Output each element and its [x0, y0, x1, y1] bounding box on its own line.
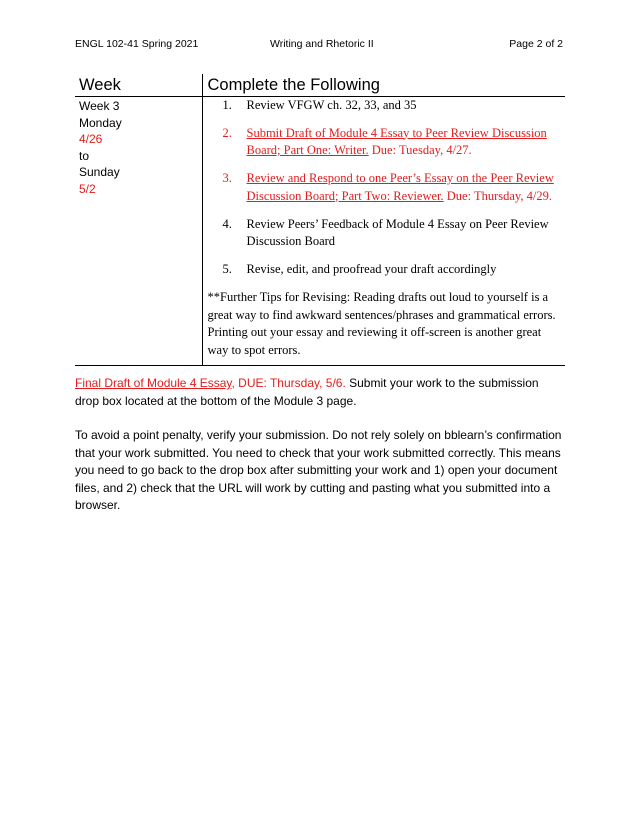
- revising-tips: **Further Tips for Revising: Reading drafts out loud to yourself is a great way to find awkward sentences/phrases and grammatical errors. Printing out your essay and reviewing it off-screen is another great way to spot errors.: [207, 290, 556, 357]
- week-to: to: [79, 148, 90, 163]
- task-number: 1.: [222, 98, 232, 112]
- task-text: Review Peers’ Feedback of Module 4 Essay on Peer Review Discussion Board: [246, 216, 549, 248]
- task-item: [208, 261, 560, 279]
- final-draft-due: , DUE: Thursday, 5/6.: [231, 376, 346, 390]
- task-item: [208, 97, 560, 115]
- week-start-day: Monday: [79, 115, 122, 130]
- schedule-header-row: [75, 74, 565, 97]
- week-column-header: Week: [75, 74, 202, 97]
- week-start-date: 4/26: [79, 132, 103, 146]
- tasks-column-header: Complete the Following: [202, 74, 565, 97]
- final-draft-paragraph: [75, 375, 565, 410]
- final-draft-instructions: Submit your work to the submission drop box located at the bottom of the Module 3 page.: [75, 376, 539, 408]
- task-item: [208, 216, 560, 251]
- week-end-date: 5/2: [79, 181, 96, 196]
- schedule-row: [75, 97, 565, 366]
- task-number: 4.: [222, 216, 232, 231]
- task-due: Due: Tuesday, 4/27.: [368, 143, 472, 157]
- week-end-day: Sunday: [79, 165, 120, 179]
- week-cell: [75, 97, 202, 366]
- tasks-cell: [202, 97, 565, 366]
- task-number: 3.: [222, 171, 232, 185]
- task-list: [208, 97, 560, 279]
- final-draft-link[interactable]: Final Draft of Module 4 Essay: [75, 376, 232, 390]
- task-number: 5.: [222, 262, 232, 276]
- task-item: [208, 170, 560, 205]
- task-due: Due: Thursday, 4/29.: [443, 188, 552, 203]
- task-text: Review VFGW ch. 32, 33, and 35: [246, 98, 417, 112]
- header-title: Writing and Rhetoric II: [270, 38, 374, 50]
- schedule-table: [75, 74, 565, 366]
- header-course: ENGL 102-41 Spring 2021: [75, 38, 199, 50]
- peer-review-reviewer-link[interactable]: Review and Respond to one Peer’s Essay on the Peer Review Discussion Board; Part Two: Reviewer.: [246, 171, 554, 203]
- task-number: 2.: [222, 125, 232, 140]
- task-text: Revise, edit, and proofread your draft accordingly: [246, 262, 497, 276]
- verification-paragraph: To avoid a point penalty, verify your submission. Do not rely solely on bblearn’s confirmation that your work submitted. You need to check that your work submitted correctly. This means you need to go back to the drop box after submitting your work and 1) open your document files, and 2) check that the URL will work by cutting and pasting what you submitted into a browser.: [75, 428, 562, 512]
- task-item: [208, 125, 560, 160]
- header-page-number: Page 2 of 2: [509, 38, 563, 50]
- week-label: Week 3: [79, 99, 120, 113]
- peer-review-writer-link[interactable]: Submit Draft of Module 4 Essay to Peer Review Discussion Board; Part One: Writer.: [246, 125, 547, 157]
